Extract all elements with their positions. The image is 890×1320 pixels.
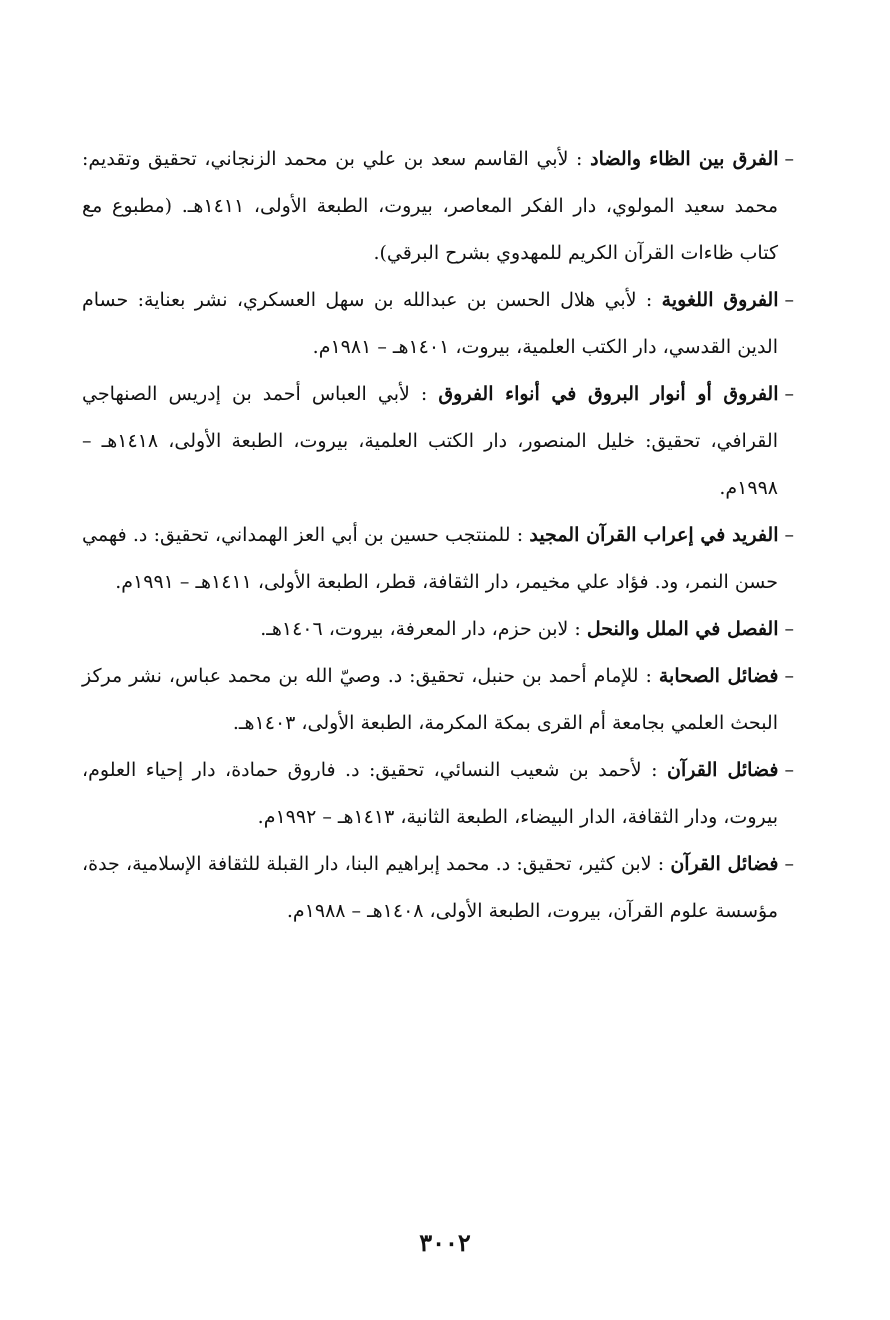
bibliography-entry — [82, 606, 794, 653]
entry-text: : للإمام أحمد بن حنبل، تحقيق: د. وصيّ الله بن محمد عباس، نشر مركز البحث العلمي بجامعة أم القرى بمكة المكرمة، الطبعة الأولى، ١٤٠٣هـ. — [82, 665, 778, 734]
entry-title: فضائل القرآن — [667, 759, 779, 781]
bibliography-entry — [82, 371, 794, 512]
bibliography-entry — [82, 653, 794, 747]
entry-dash: – — [784, 289, 794, 311]
bibliography-entry — [82, 841, 794, 935]
entry-dash: – — [784, 524, 795, 546]
entry-text: : لأبي القاسم سعد بن علي بن محمد الزنجاني، تحقيق وتقديم: محمد سعيد المولوي، دار الفكر المعاصر، بيروت، الطبعة الأولى، ١٤١١هـ. (مطبوع مع كتاب ظاءات القرآن الكريم للمهدوي بشرح البرقي). — [82, 148, 779, 264]
entry-text: : لابن كثير، تحقيق: د. محمد إبراهيم البنا، دار القبلة للثقافة الإسلامية، جدة، مؤسسة علوم القرآن، بيروت، الطبعة الأولى، ١٤٠٨هـ – ١٩٨٨م. — [82, 853, 778, 922]
entry-dash: – — [784, 665, 794, 687]
entry-dash: – — [784, 618, 794, 640]
entry-text: : لابن حزم، دار المعرفة، بيروت، ١٤٠٦هـ. — [260, 618, 581, 640]
entry-title: الفروق اللغوية — [661, 289, 779, 311]
entry-title: الفروق أو أنوار البروق في أنواء الفروق — [438, 383, 779, 405]
entry-text: : للمنتجب حسين بن أبي العز الهمداني، تحقيق: د. فهمي حسن النمر، ود. فؤاد علي مخيمر، دار الثقافة، قطر، الطبعة الأولى، ١٤١١هـ – ١٩٩١م. — [82, 524, 778, 593]
entry-dash: – — [784, 383, 794, 405]
bibliography-entry — [82, 512, 794, 606]
entry-title: فضائل القرآن — [670, 853, 779, 875]
entry-dash: – — [784, 853, 794, 875]
entry-text: : لأبي العباس أحمد بن إدريس الصنهاجي القرافي، تحقيق: خليل المنصور، دار الكتب العلمية، بيروت، الطبعة الأولى، ١٤١٨هـ – ١٩٩٨م. — [82, 383, 778, 499]
entry-title: الفصل في الملل والنحل — [586, 618, 779, 640]
page-number: ٣٠٠٢ — [419, 1228, 471, 1257]
bibliography-list — [82, 136, 794, 935]
entry-title: فضائل الصحابة — [658, 665, 779, 687]
entry-title: الفريد في إعراب القرآن المجيد — [529, 524, 779, 546]
bibliography-entry — [82, 136, 794, 277]
entry-text: : لأبي هلال الحسن بن عبدالله بن سهل العسكري، نشر بعناية: حسام الدين القدسي، دار الكتب العلمية، بيروت، ١٤٠١هـ – ١٩٨١م. — [82, 289, 778, 358]
bibliography-entry — [82, 747, 794, 841]
entry-title: الفرق بين الظاء والضاد — [590, 148, 779, 170]
entry-text: : لأحمد بن شعيب النسائي، تحقيق: د. فاروق حمادة، دار إحياء العلوم، بيروت، ودار الثقافة، الدار البيضاء، الطبعة الثانية، ١٤١٣هـ – ١٩٩٢م. — [82, 759, 778, 828]
entry-dash: – — [784, 759, 794, 781]
entry-dash: – — [784, 148, 794, 170]
bibliography-entry — [82, 277, 794, 371]
